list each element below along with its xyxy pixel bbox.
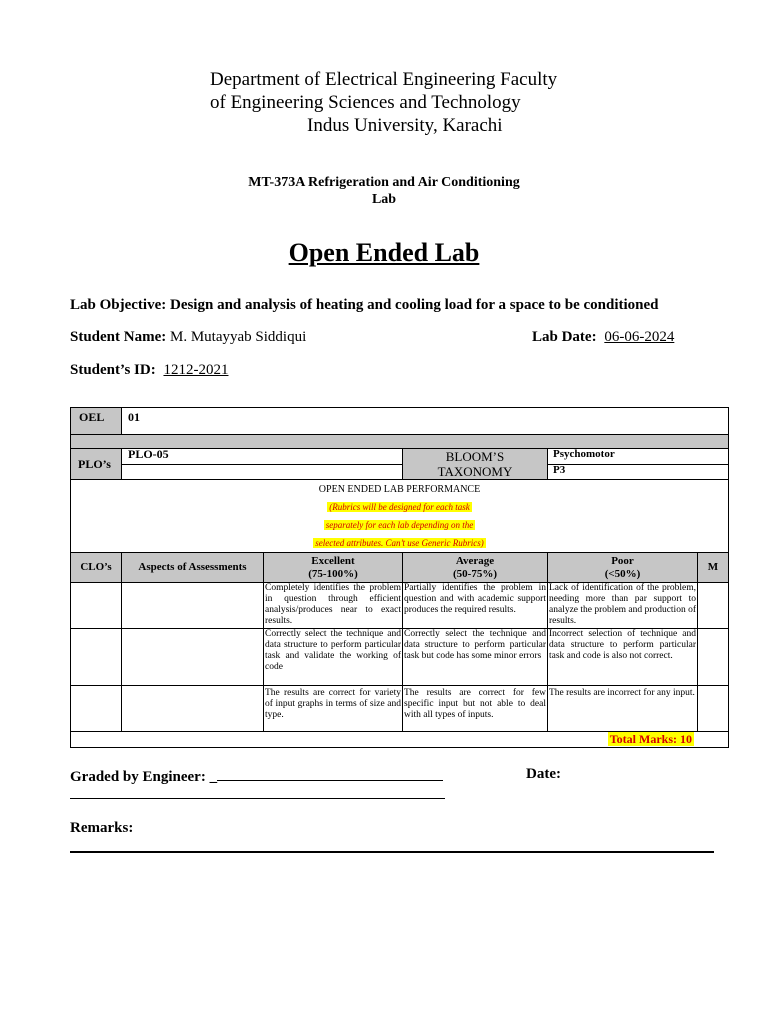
page-title (0, 238, 768, 268)
graded-by-label: Graded by Engineer: _ (70, 769, 218, 785)
grading-date-label: Date: (526, 766, 561, 782)
performance-title: OPEN ENDED LAB PERFORMANCE (318, 484, 481, 495)
poor-label: Poor (611, 554, 634, 567)
lab-date-row (532, 329, 674, 346)
student-id-value: 1212-2021 (163, 362, 229, 378)
oel-row (71, 408, 729, 435)
plo-label: PLO’s (71, 449, 122, 480)
aspect-cell (122, 583, 264, 629)
course-line-1: MT-373A Refrigeration and Air Conditioning (248, 175, 520, 190)
clo-cell (71, 686, 122, 732)
graded-by (70, 766, 443, 786)
excellent-cell: Correctly select the technique and data structure to perform particular task and validate the working of code (264, 629, 403, 686)
poor-cell: Lack of identification of the problem, needing more than par support to analyze the problem and production of results. (548, 583, 698, 629)
bloom-taxonomy-cell (403, 449, 548, 480)
dept-line-1: Department of Electrical Engineering Faculty (210, 69, 558, 90)
rubric-table (70, 407, 729, 748)
oel-value: 01 (122, 408, 729, 435)
student-name-label: Student Name: (70, 329, 167, 345)
aspects-header: Aspects of Assessments (122, 553, 264, 583)
marks-cell (698, 629, 729, 686)
poor-cell: The results are incorrect for any input. (548, 686, 698, 732)
excellent-range: (75-100%) (308, 567, 358, 580)
level-cell: P3 (548, 464, 729, 480)
poor-cell: Incorrect selection of technique and data structure to perform particular task and code is also not correct. (548, 629, 698, 686)
rubric-note-2: separately for each lab depending on the (325, 520, 474, 530)
graded-by-blank (217, 766, 443, 781)
poor-header (548, 553, 698, 583)
excellent-cell: Completely identifies the problem in question through efficient analysis/produces near to exact results. (264, 583, 403, 629)
bloom-line-2: TAXONOMY (437, 464, 513, 479)
excellent-label: Excellent (311, 554, 355, 567)
department-header (210, 68, 557, 137)
aspect-cell (122, 686, 264, 732)
excellent-cell: The results are correct for variety of input graphs in terms of size and type. (264, 686, 403, 732)
page-title-text: Open Ended Lab (288, 238, 480, 267)
aspect-cell (122, 629, 264, 686)
plo-blank-cell (122, 464, 403, 480)
oel-label: OEL (71, 408, 122, 435)
lab-objective: Lab Objective: Design and analysis of heating and cooling load for a space to be conditioned (70, 297, 659, 313)
student-name-value: M. Mutayyab Siddiqui (170, 329, 307, 345)
remarks-label: Remarks: (70, 820, 134, 836)
total-marks: Total Marks: 10 (609, 731, 692, 746)
excellent-header (264, 553, 403, 583)
spacer-cell (71, 435, 729, 449)
course-title (0, 174, 768, 208)
plo-row (71, 449, 729, 465)
clo-cell (71, 629, 122, 686)
course-line-2: Lab (371, 192, 397, 207)
performance-row (71, 480, 729, 553)
spacer-row (71, 435, 729, 449)
average-cell: Correctly select the technique and data structure to perform particular task but code has some minor errors (403, 629, 548, 686)
criteria-row (71, 686, 729, 732)
signature-line (70, 798, 445, 799)
student-id-label: Student’s ID: (70, 362, 156, 378)
performance-cell (71, 480, 729, 553)
total-cell (71, 732, 729, 748)
average-header (403, 553, 548, 583)
marks-cell (698, 686, 729, 732)
average-cell: The results are correct for few specific input but not able to deal with all types of inputs. (403, 686, 548, 732)
lab-date-value: 06-06-2024 (604, 329, 675, 345)
criteria-row (71, 583, 729, 629)
plo-value: PLO-05 (122, 449, 403, 465)
poor-range: (<50%) (604, 567, 641, 580)
domain-cell: Psychomotor (548, 449, 729, 465)
marks-cell (698, 583, 729, 629)
average-label: Average (455, 554, 495, 567)
average-range: (50-75%) (453, 567, 497, 580)
marks-header: M (698, 553, 729, 583)
dept-line-2: of Engineering Sciences and Technology (210, 92, 521, 113)
remarks-line (70, 851, 714, 853)
dept-line-3: Indus University, Karachi (307, 115, 503, 136)
student-id-row (70, 362, 228, 379)
rubric-note-3: selected attributes. Can’t use Generic Rubrics) (315, 538, 484, 548)
plo-row-2 (71, 464, 729, 480)
average-cell: Partially identifies the problem in question and with academic support produces the required results. (403, 583, 548, 629)
criteria-row (71, 629, 729, 686)
total-row (71, 732, 729, 748)
clo-cell (71, 583, 122, 629)
criteria-header-row (71, 553, 729, 583)
clo-header: CLO’s (71, 553, 122, 583)
student-name-row (70, 329, 306, 346)
rubric-note-1: (Rubrics will be designed for each task (329, 502, 470, 512)
lab-date-label: Lab Date: (532, 329, 597, 345)
bloom-line-1: BLOOM’S (445, 449, 505, 464)
